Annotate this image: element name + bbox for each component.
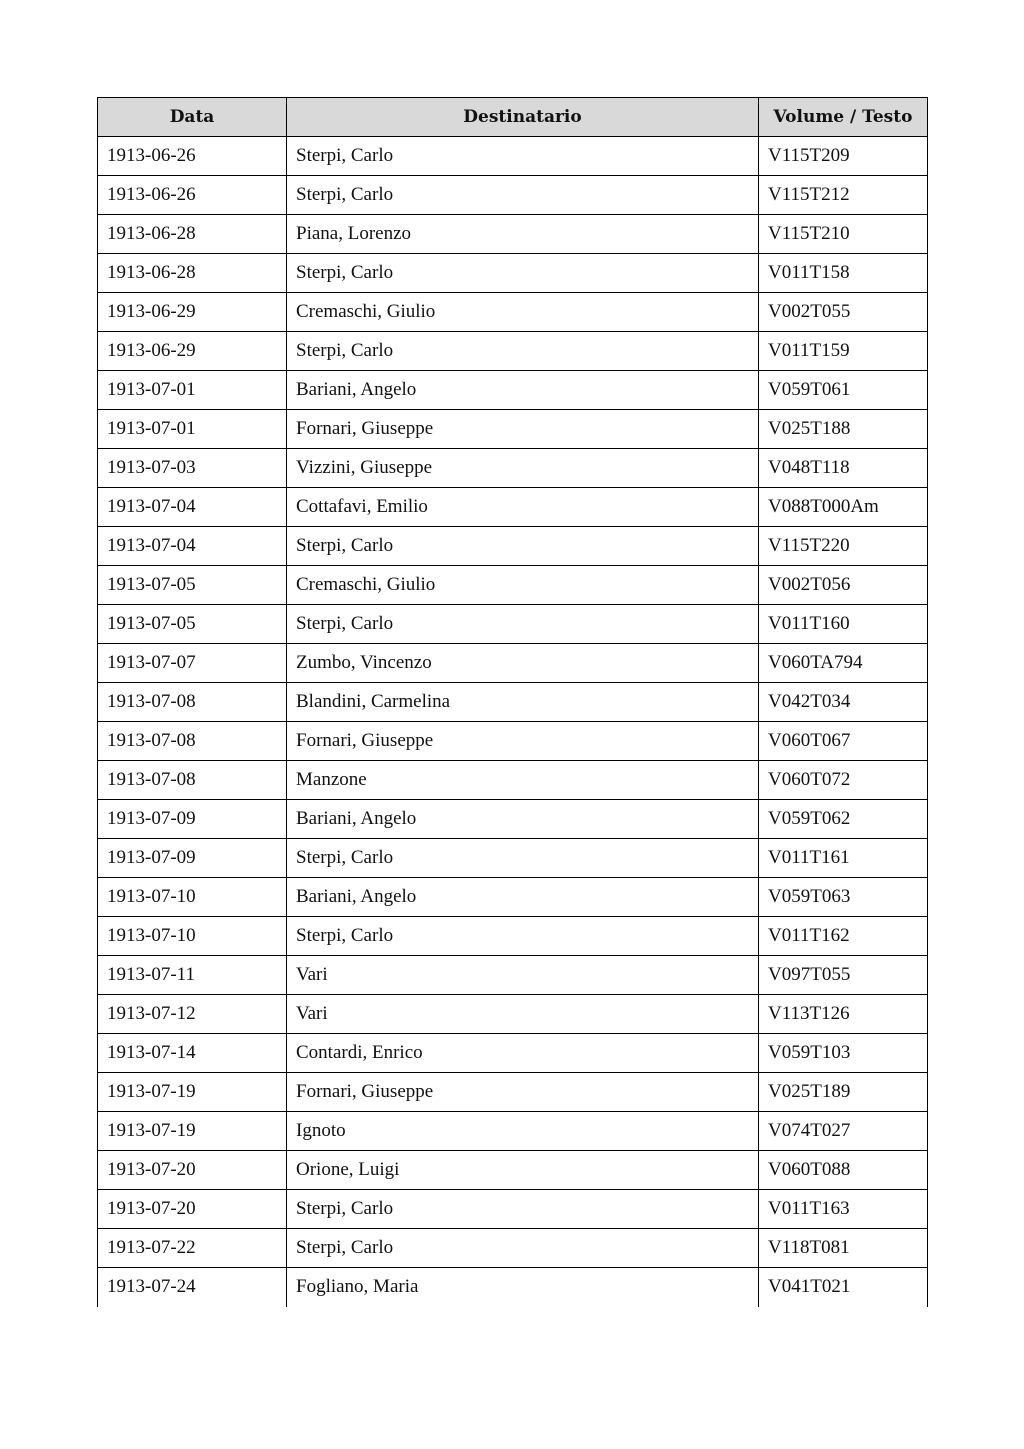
table-row (98, 488, 928, 527)
cell-volume-text: V011T161 (759, 839, 928, 878)
cell-date: 1913-06-26 (98, 176, 287, 215)
cell-volume-text: V060T088 (759, 1151, 928, 1190)
cell-volume-text: V113T126 (759, 995, 928, 1034)
cell-volume-text: V088T000Am (759, 488, 928, 527)
header-volume-text: Volume / Testo (759, 98, 928, 137)
table-body (98, 137, 928, 1307)
cell-recipient: Bariani, Angelo (287, 371, 759, 410)
table-row (98, 176, 928, 215)
cell-volume-text: V059T061 (759, 371, 928, 410)
cell-recipient: Fornari, Giuseppe (287, 410, 759, 449)
cell-date: 1913-07-04 (98, 488, 287, 527)
table-row (98, 995, 928, 1034)
table-row (98, 410, 928, 449)
cell-date: 1913-07-03 (98, 449, 287, 488)
cell-date: 1913-07-04 (98, 527, 287, 566)
table-row (98, 1034, 928, 1073)
cell-date: 1913-07-05 (98, 605, 287, 644)
table-row (98, 1190, 928, 1229)
cell-date: 1913-07-05 (98, 566, 287, 605)
cell-recipient: Cremaschi, Giulio (287, 293, 759, 332)
table-row (98, 1112, 928, 1151)
cell-volume-text: V097T055 (759, 956, 928, 995)
table-row (98, 644, 928, 683)
cell-date: 1913-07-08 (98, 722, 287, 761)
table-row (98, 332, 928, 371)
cell-volume-text: V059T103 (759, 1034, 928, 1073)
table-row (98, 215, 928, 254)
cell-date: 1913-07-11 (98, 956, 287, 995)
cell-recipient: Orione, Luigi (287, 1151, 759, 1190)
cell-date: 1913-07-12 (98, 995, 287, 1034)
header-row (98, 98, 928, 137)
cell-recipient: Sterpi, Carlo (287, 839, 759, 878)
cell-recipient: Fornari, Giuseppe (287, 722, 759, 761)
cell-recipient: Fogliano, Maria (287, 1268, 759, 1307)
cell-recipient: Bariani, Angelo (287, 878, 759, 917)
table-row (98, 449, 928, 488)
cell-volume-text: V115T210 (759, 215, 928, 254)
table-row (98, 1151, 928, 1190)
cell-volume-text: V042T034 (759, 683, 928, 722)
cell-volume-text: V115T220 (759, 527, 928, 566)
cell-recipient: Sterpi, Carlo (287, 1190, 759, 1229)
cell-volume-text: V059T063 (759, 878, 928, 917)
cell-volume-text: V002T055 (759, 293, 928, 332)
cell-volume-text: V011T158 (759, 254, 928, 293)
cell-date: 1913-06-26 (98, 137, 287, 176)
cell-date: 1913-07-01 (98, 410, 287, 449)
cell-volume-text: V060T072 (759, 761, 928, 800)
cell-date: 1913-07-07 (98, 644, 287, 683)
table-row (98, 371, 928, 410)
table-row (98, 722, 928, 761)
cell-recipient: Fornari, Giuseppe (287, 1073, 759, 1112)
cell-recipient: Cremaschi, Giulio (287, 566, 759, 605)
cell-recipient: Bariani, Angelo (287, 800, 759, 839)
header-recipient: Destinatario (287, 98, 759, 137)
cell-volume-text: V048T118 (759, 449, 928, 488)
cell-volume-text: V115T212 (759, 176, 928, 215)
cell-volume-text: V011T160 (759, 605, 928, 644)
cell-recipient: Ignoto (287, 1112, 759, 1151)
cell-recipient: Sterpi, Carlo (287, 605, 759, 644)
cell-recipient: Sterpi, Carlo (287, 137, 759, 176)
cell-recipient: Contardi, Enrico (287, 1034, 759, 1073)
cell-recipient: Sterpi, Carlo (287, 1229, 759, 1268)
cell-recipient: Sterpi, Carlo (287, 527, 759, 566)
table-row (98, 800, 928, 839)
cell-recipient: Sterpi, Carlo (287, 254, 759, 293)
cell-volume-text: V025T189 (759, 1073, 928, 1112)
table-row (98, 254, 928, 293)
cell-volume-text: V002T056 (759, 566, 928, 605)
table-row (98, 1229, 928, 1268)
table-header (98, 98, 928, 137)
table-row (98, 956, 928, 995)
cell-date: 1913-07-24 (98, 1268, 287, 1307)
cell-volume-text: V115T209 (759, 137, 928, 176)
header-date: Data (98, 98, 287, 137)
table-row (98, 605, 928, 644)
cell-recipient: Sterpi, Carlo (287, 917, 759, 956)
cell-date: 1913-06-29 (98, 293, 287, 332)
letters-table (97, 97, 928, 1307)
cell-date: 1913-07-14 (98, 1034, 287, 1073)
table-row (98, 566, 928, 605)
table-row (98, 1073, 928, 1112)
table-row (98, 137, 928, 176)
cell-recipient: Blandini, Carmelina (287, 683, 759, 722)
cell-date: 1913-07-19 (98, 1112, 287, 1151)
cell-volume-text: V025T188 (759, 410, 928, 449)
table-row (98, 878, 928, 917)
table-row (98, 293, 928, 332)
table-row (98, 839, 928, 878)
cell-date: 1913-07-08 (98, 761, 287, 800)
cell-date: 1913-07-19 (98, 1073, 287, 1112)
cell-date: 1913-07-01 (98, 371, 287, 410)
table-row (98, 527, 928, 566)
table-row (98, 761, 928, 800)
cell-date: 1913-07-08 (98, 683, 287, 722)
cell-recipient: Sterpi, Carlo (287, 176, 759, 215)
cell-date: 1913-06-29 (98, 332, 287, 371)
table-row (98, 683, 928, 722)
cell-volume-text: V011T159 (759, 332, 928, 371)
cell-date: 1913-07-10 (98, 878, 287, 917)
cell-date: 1913-07-20 (98, 1151, 287, 1190)
cell-volume-text: V118T081 (759, 1229, 928, 1268)
cell-date: 1913-07-20 (98, 1190, 287, 1229)
cell-volume-text: V059T062 (759, 800, 928, 839)
cell-recipient: Vari (287, 995, 759, 1034)
cell-recipient: Sterpi, Carlo (287, 332, 759, 371)
cell-date: 1913-07-09 (98, 839, 287, 878)
cell-date: 1913-07-09 (98, 800, 287, 839)
cell-recipient: Vari (287, 956, 759, 995)
cell-volume-text: V074T027 (759, 1112, 928, 1151)
cell-date: 1913-07-22 (98, 1229, 287, 1268)
table-row (98, 917, 928, 956)
cell-volume-text: V060TA794 (759, 644, 928, 683)
cell-date: 1913-06-28 (98, 215, 287, 254)
cell-volume-text: V041T021 (759, 1268, 928, 1307)
cell-date: 1913-06-28 (98, 254, 287, 293)
cell-volume-text: V011T162 (759, 917, 928, 956)
table-row (98, 1268, 928, 1307)
cell-recipient: Piana, Lorenzo (287, 215, 759, 254)
cell-recipient: Vizzini, Giuseppe (287, 449, 759, 488)
cell-date: 1913-07-10 (98, 917, 287, 956)
cell-volume-text: V060T067 (759, 722, 928, 761)
cell-recipient: Cottafavi, Emilio (287, 488, 759, 527)
cell-recipient: Manzone (287, 761, 759, 800)
cell-recipient: Zumbo, Vincenzo (287, 644, 759, 683)
cell-volume-text: V011T163 (759, 1190, 928, 1229)
